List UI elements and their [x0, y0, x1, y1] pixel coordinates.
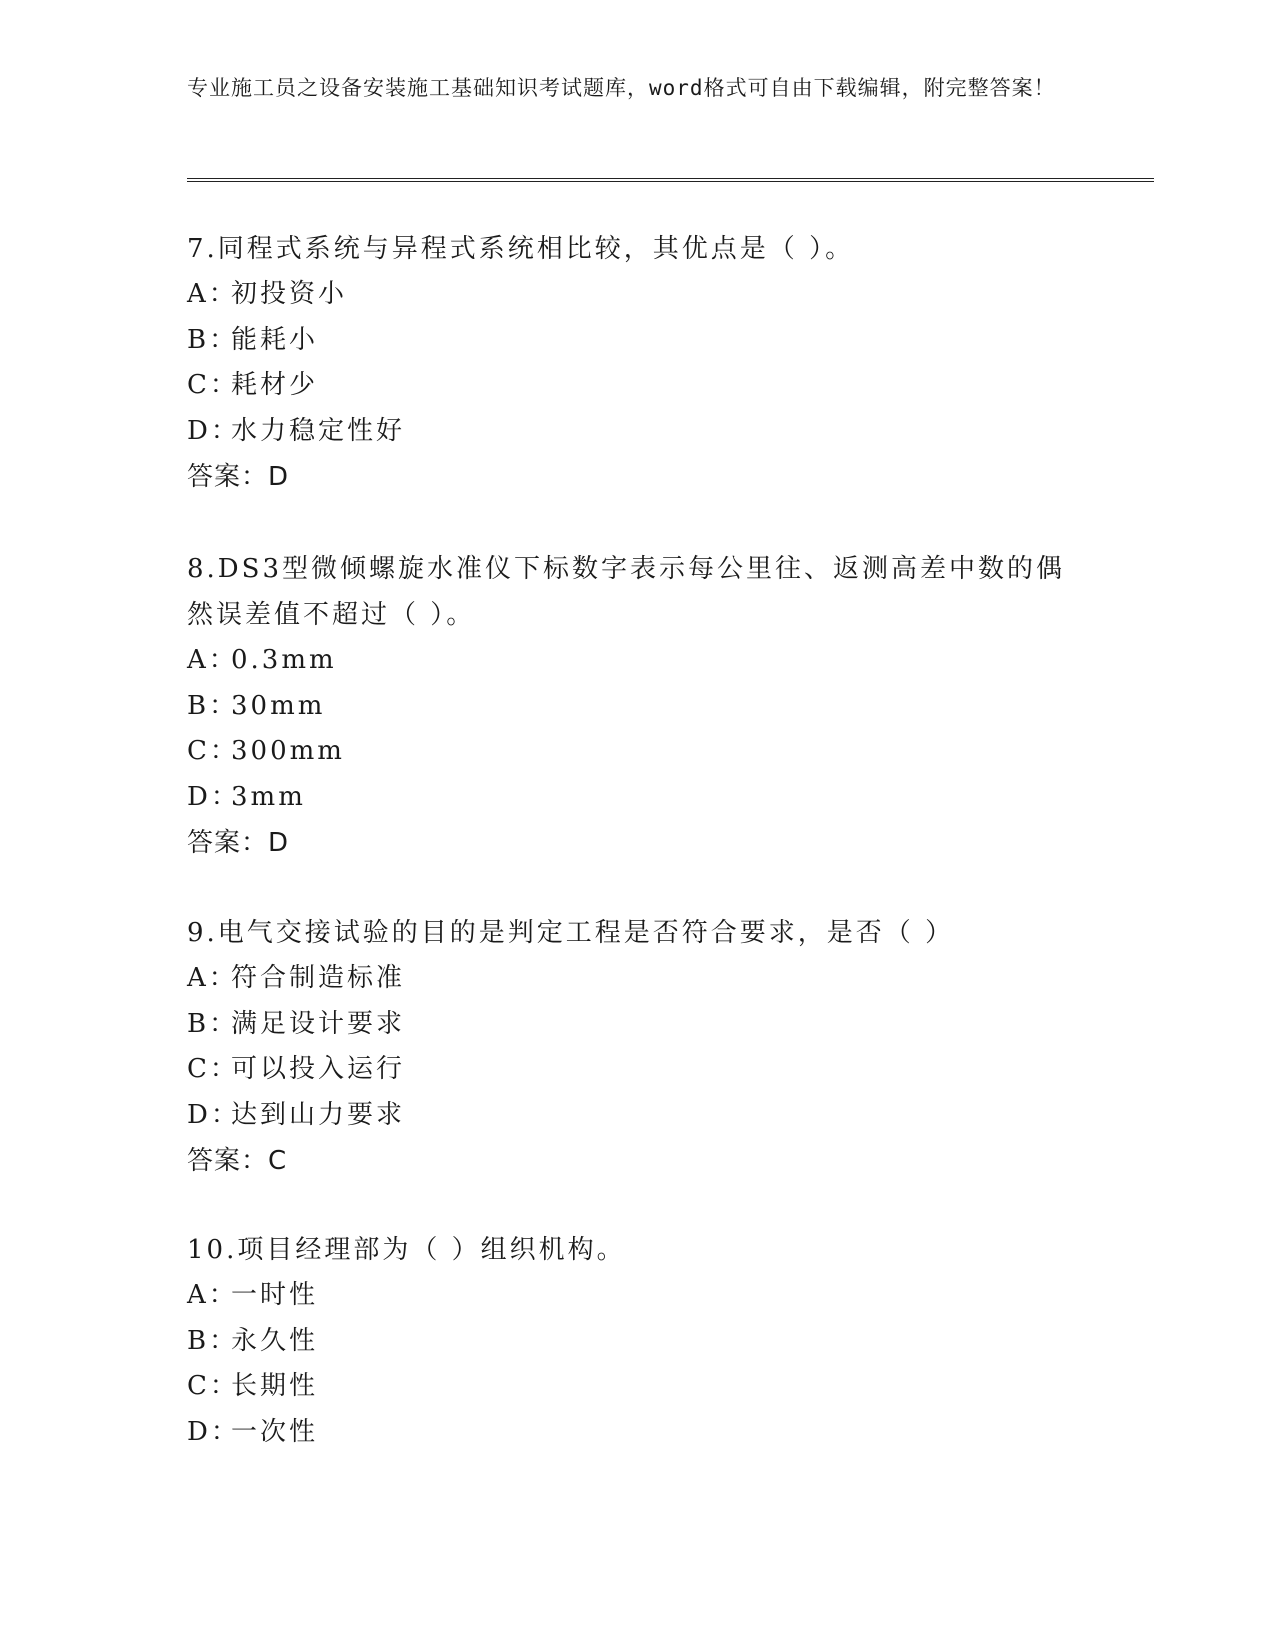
option-a	[187, 956, 1087, 1002]
option-text: 耗材少	[231, 370, 319, 400]
question-stem: 8.DS3型微倾螺旋水准仪下标数字表示每公里往、返测高差中数的偶然误差值不超过（ ）。	[187, 554, 1066, 630]
option-key: A：	[187, 1280, 238, 1310]
option-key: D：	[187, 1099, 240, 1130]
option-c	[187, 363, 1087, 409]
option-text: 可以投入运行	[231, 1054, 406, 1084]
option-text: 水力稳定性好	[231, 415, 406, 446]
option-text: 符合制造标准	[231, 963, 406, 993]
option-text: 达到山力要求	[231, 1099, 406, 1130]
option-b	[187, 684, 1087, 730]
option-text: 一时性	[231, 1280, 319, 1310]
option-text: 能耗小	[231, 324, 319, 355]
option-text: 300mm	[231, 736, 345, 766]
option-b	[187, 1002, 1087, 1048]
header-divider	[187, 178, 1154, 182]
option-d	[187, 1410, 1087, 1456]
option-key: D：	[187, 415, 240, 446]
option-key: B：	[187, 690, 239, 721]
option-a	[187, 1273, 1087, 1319]
option-d	[187, 409, 1087, 455]
option-text: 满足设计要求	[231, 1008, 406, 1039]
question-stem: 10.项目经理部为（ ）组织机构。	[187, 1235, 626, 1265]
option-text: 3mm	[231, 781, 306, 812]
question-10	[187, 1227, 1087, 1455]
option-key: B：	[187, 324, 239, 355]
option-d	[187, 775, 1087, 821]
option-key: A：	[187, 279, 238, 309]
option-key: D：	[187, 1416, 240, 1447]
question-8	[187, 546, 1087, 866]
option-b	[187, 1319, 1087, 1365]
option-c	[187, 729, 1087, 775]
option-c	[187, 1364, 1087, 1410]
question-stem: 7.同程式系统与异程式系统相比较，其优点是（ ）。	[187, 234, 855, 264]
question-9	[187, 910, 1087, 1184]
option-text: 长期性	[231, 1371, 319, 1401]
option-key: C：	[187, 1371, 239, 1401]
option-key: C：	[187, 736, 239, 766]
option-d	[187, 1093, 1087, 1139]
option-key: B：	[187, 1008, 239, 1039]
option-key: D：	[187, 781, 240, 812]
answer: 答案：D	[187, 462, 290, 492]
option-key: A：	[187, 645, 238, 675]
question-stem: 9.电气交接试验的目的是判定工程是否符合要求，是否（ ）	[187, 918, 955, 948]
answer: 答案：D	[187, 828, 290, 858]
option-text: 0.3mm	[231, 645, 337, 675]
option-key: B：	[187, 1325, 239, 1356]
option-a	[187, 638, 1087, 684]
option-key: C：	[187, 370, 239, 400]
option-key: A：	[187, 963, 238, 993]
option-text: 30mm	[231, 690, 326, 721]
answer: 答案：C	[187, 1146, 288, 1176]
document-header: 专业施工员之设备安装施工基础知识考试题库，word格式可自由下载编辑，附完整答案！	[187, 76, 1056, 100]
option-a	[187, 272, 1087, 318]
question-7	[187, 226, 1087, 500]
option-text: 初投资小	[231, 279, 348, 309]
option-key: C：	[187, 1054, 239, 1084]
option-text: 一次性	[231, 1416, 319, 1447]
option-text: 永久性	[231, 1325, 319, 1356]
option-b	[187, 318, 1087, 364]
option-c	[187, 1047, 1087, 1093]
